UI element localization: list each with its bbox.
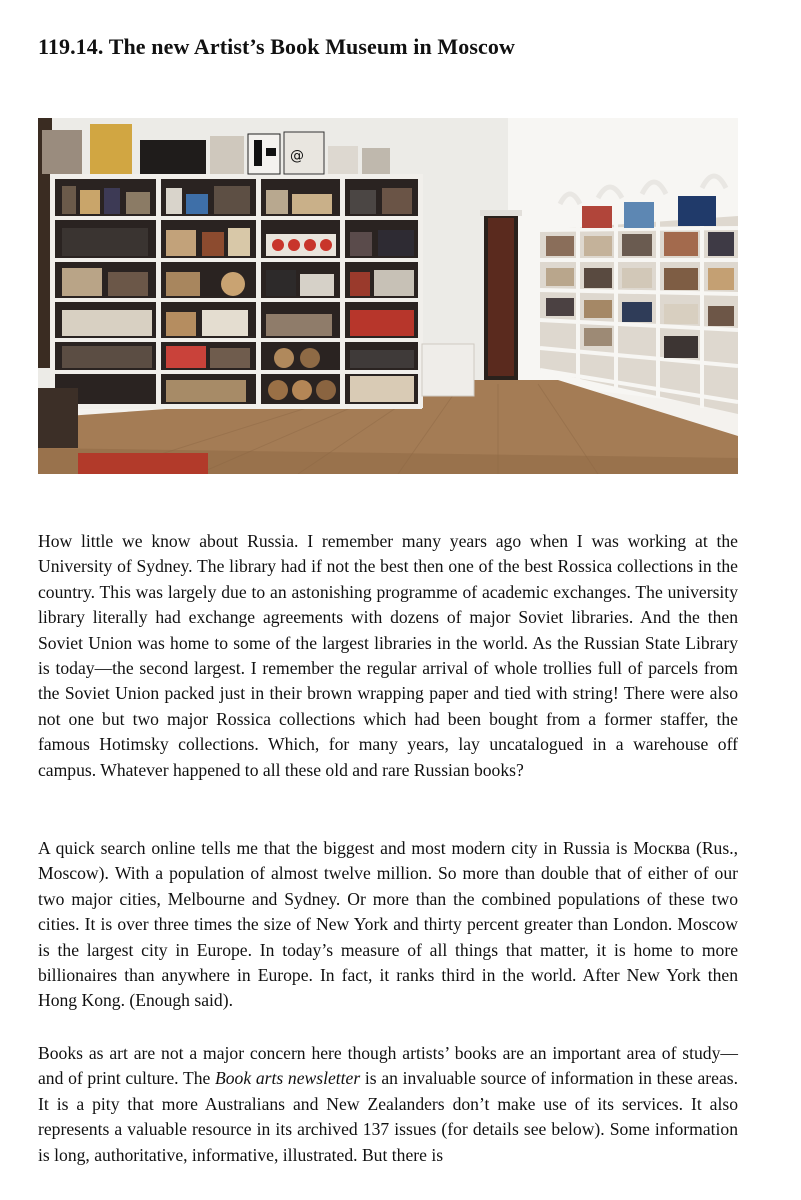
body-paragraph: A quick search online tells me that the biggest and most modern city in Russia is Москва (Rus., Moscow). With a population of almost twelve million. So more than double that of either of our two major cities, Melbourne and Sydney. Or more than the combined populations of these two cities. It is over three times the size of New York and thirty percent greater than London. Moscow is the largest city in Europe. In today’s measure of all things that matter, it is home to more billionaires than anywhere in Europe. In fact, it ranks third in the world. After New York then Hong Kong. (Enough said). bbox=[38, 838, 738, 1011]
body-paragraph: How little we know about Russia. I remember many years ago when I was working at the University of Sydney. The library had if not the best then one of the best Rossica collections in the country. This was largely due to an astonishing programme of academic exchanges. The university library literally had exchange agreements with dozens of major Soviet libraries. And the then Soviet Union was home to some of the largest libraries in the world. As the Russian State Library is today—the second largest. I remember the regular arrival of whole trollies full of parcels from the Soviet Union packed just in their brown wrapping paper and tied with string! There were also not one but two major Rossica collections which had been bought from a former staffer, the famous Hotimsky collections. Which, for many years, lay uncatalogued in a warehouse off campus. Whatever happened to all these old and rare Russian books? bbox=[38, 531, 738, 780]
body-paragraph bbox=[38, 1041, 738, 1168]
publication-title: Book arts newsletter bbox=[215, 1068, 361, 1089]
museum-interior-photo bbox=[38, 118, 738, 474]
paragraph-text: is an invaluable source of information in these areas. It is a pity that more Australians and New Zealanders don’t make use of its services. It also represents a valuable resource in its archived 137 issues (for details see below). Some information is long, authoritative, informative, illustrated. But there is bbox=[38, 1068, 738, 1165]
page-title: 119.14. The new Artist’s Book Museum in Moscow bbox=[38, 34, 516, 59]
svg-text:@: @ bbox=[290, 148, 304, 164]
paragraph-text: Books as art are not a major concern here though artists’ books are an important area of study—and of print culture. The bbox=[38, 1043, 738, 1089]
